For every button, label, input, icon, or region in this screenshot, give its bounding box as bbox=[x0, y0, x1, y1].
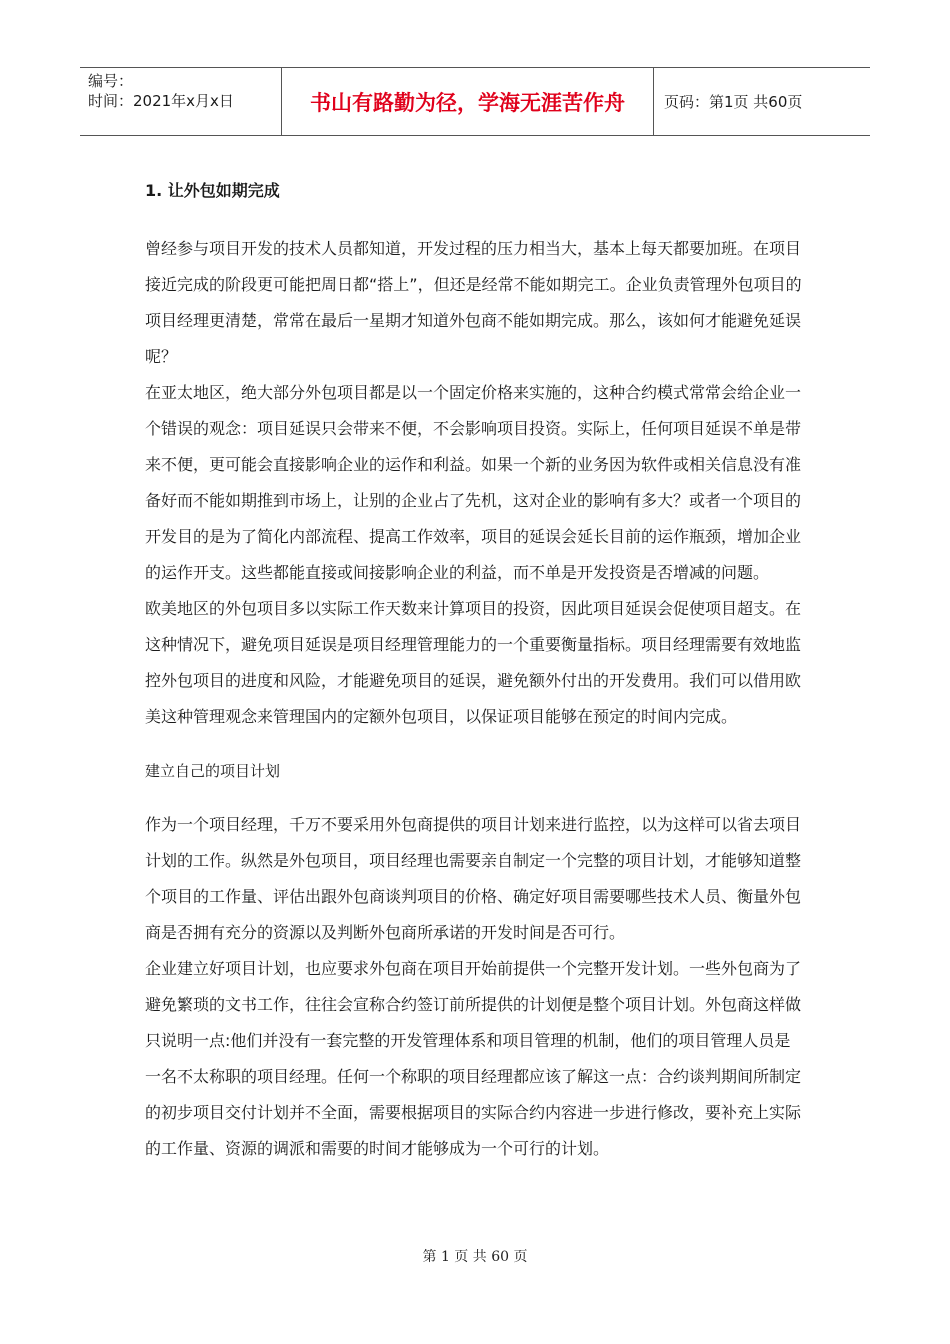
page-footer: 第 1 页 共 60 页 bbox=[422, 1249, 528, 1265]
number-label: 编号： bbox=[88, 72, 134, 90]
paragraph: 企业建立好项目计划，也应要求外包商在项目开始前提供一个完整开发计划。一些外包商为了避免繁琐的文书工作，往往会宣称合约签订前所提供的计划便是整个项目计划。外包商这样做只说明一点:他们并没有一套完整的开发管理体系和项目管理的机制，他们的项目管理人员是一名不太称职的项目经理。任何一个称职的项目经理都应该了解这一点：合约谈判期间所制定的初步项目交付计划并不全面，需要根据项目的实际合约内容进一步进行修改，要补充上实际的工作量、资源的调派和需要的时间才能够成为一个可行的计划。 bbox=[145, 959, 802, 1158]
date-label: 时间：2021年x月x日 bbox=[88, 92, 234, 110]
header-motto: 书山有路勤为径，学海无涯苦作舟 bbox=[281, 68, 654, 135]
paragraph: 作为一个项目经理，千万不要采用外包商提供的项目计划来进行监控，以为这样可以省去项目计划的工作。纵然是外包项目，项目经理也需要亲自制定一个完整的项目计划，才能够知道整个项目的工作量、评估出跟外包商谈判项目的价格、确定好项目需要哪些技术人员、衡量外包商是否拥有充分的资源以及判断外包商所承诺的开发时间是否可行。 bbox=[145, 815, 802, 942]
section-title: 1. 让外包如期完成 bbox=[145, 181, 280, 200]
paragraph: 欧美地区的外包项目多以实际工作天数来计算项目的投资，因此项目延误会促使项目超支。在这种情况下，避免项目延误是项目经理管理能力的一个重要衡量指标。项目经理需要有效地监控外包项目的进度和风险，才能避免项目的延误，避免额外付出的开发费用。我们可以借用欧美这种管理观念来管理国内的定额外包项目，以保证项目能够在预定的时间内完成。 bbox=[145, 599, 802, 726]
header-page-info: 页码：第1页 共60页 bbox=[664, 93, 803, 111]
document-body bbox=[145, 176, 805, 1167]
paragraph: 在亚太地区，绝大部分外包项目都是以一个固定价格来实施的，这种合约模式常常会给企业一个错误的观念：项目延误只会带来不便，不会影响项目投资。实际上，任何项目延误不单是带来不便，更可能会直接影响企业的运作和利益。如果一个新的业务因为软件或相关信息没有准备好而不能如期推到市场上，让别的企业占了先机，这对企业的影响有多大？或者一个项目的开发目的是为了简化内部流程、提高工作效率，项目的延误会延长目前的运作瓶颈，增加企业的运作开支。这些都能直接或间接影响企业的利益，而不单是开发投资是否增减的问题。 bbox=[145, 383, 802, 582]
paragraph: 曾经参与项目开发的技术人员都知道，开发过程的压力相当大，基本上每天都要加班。在项目接近完成的阶段更可能把周日都“搭上”，但还是经常不能如期完工。企业负责管理外包项目的项目经理更清楚，常常在最后一星期才知道外包商不能如期完成。那么，该如何才能避免延误呢？ bbox=[145, 239, 802, 366]
header-meta bbox=[80, 68, 281, 135]
subsection-heading: 建立自己的项目计划 bbox=[145, 762, 281, 780]
page-header bbox=[80, 67, 870, 136]
